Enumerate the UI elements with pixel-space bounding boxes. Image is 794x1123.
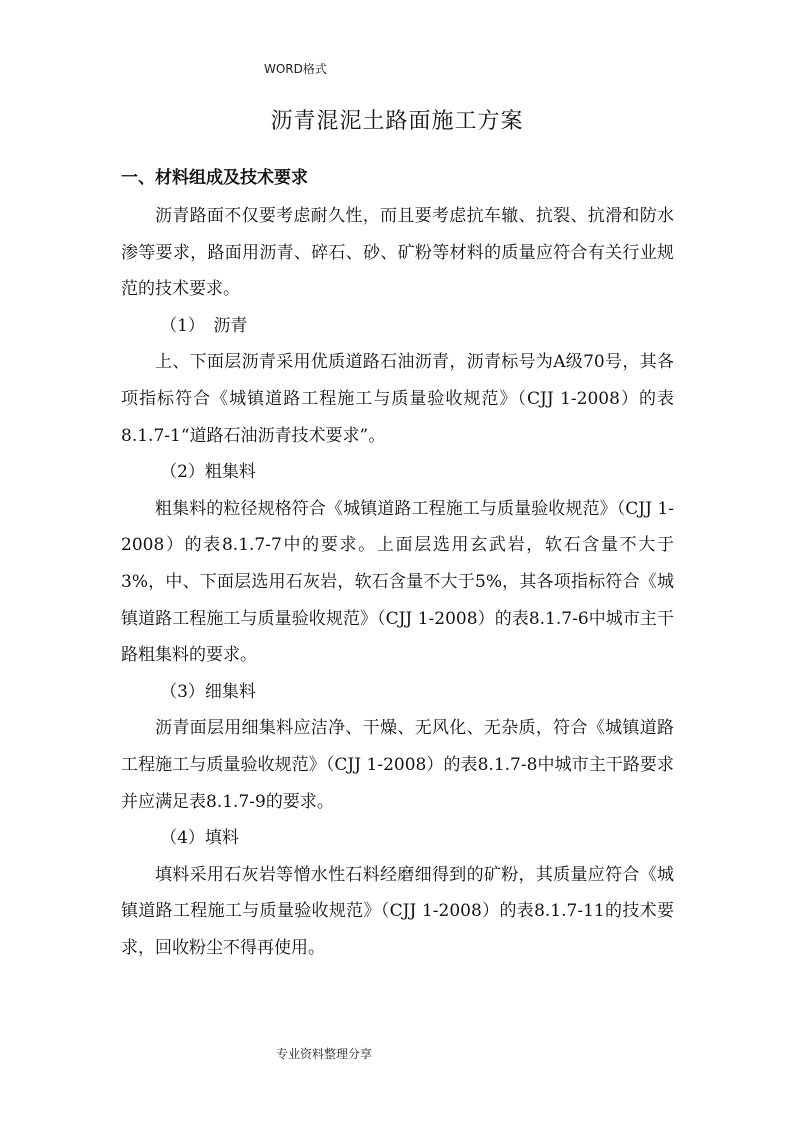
section-heading: 一、材料组成及技术要求 <box>121 168 308 188</box>
paragraph-coarse-aggregate: 粗集料的粒径规格符合《城镇道路工程施工与质量验收规范》（CJJ 1-2008）的表8.1.7-7中的要求。上面层选用玄武岩，软石含量不大于3%，中、下面层选用石灰岩，软石含量不大于5%，其各项指标符合《城镇道路工程施工与质量验收规范》（CJJ 1-2008）的表8.1.7-6中城市主干路粗集料的要求。 <box>121 498 674 666</box>
subheading-coarse-aggregate: （2）粗集料 <box>160 462 256 483</box>
page-header: WORD格式 <box>264 62 327 76</box>
subheading-filler: （4）填料 <box>160 828 239 849</box>
intro-paragraph: 沥青路面不仅要考虑耐久性，而且要考虑抗车辙、抗裂、抗滑和防水渗等要求，路面用沥青、碎石、砂、矿粉等材料的质量应符合有关行业规范的技术要求。 <box>121 206 674 300</box>
page-footer: 专业资料整理分享 <box>276 1047 373 1061</box>
paragraph-filler: 填料采用石灰岩等憎水性石料经磨细得到的矿粉，其质量应符合《城镇道路工程施工与质量验收规范》（CJJ 1-2008）的表8.1.7-11的技术要求，回收粉尘不得再使用。 <box>121 864 674 958</box>
document-title: 沥青混泥土路面施工方案 <box>270 109 524 134</box>
paragraph-fine-aggregate: 沥青面层用细集料应洁净、干燥、无风化、无杂质，符合《城镇道路工程施工与质量验收规范》（CJJ 1-2008）的表8.1.7-8中城市主干路要求并应满足表8.1.7-9的要求。 <box>121 718 674 812</box>
paragraph-asphalt: 上、下面层沥青采用优质道路石油沥青，沥青标号为A级70号，其各项指标符合《城镇道路工程施工与质量验收规范》（CJJ 1-2008）的表8.1.7-1“道路石油沥青技术要求”。 <box>121 352 674 446</box>
subheading-asphalt: （1） 沥青 <box>160 315 248 336</box>
subheading-fine-aggregate: （3）细集料 <box>160 681 256 702</box>
document-body <box>121 198 674 966</box>
